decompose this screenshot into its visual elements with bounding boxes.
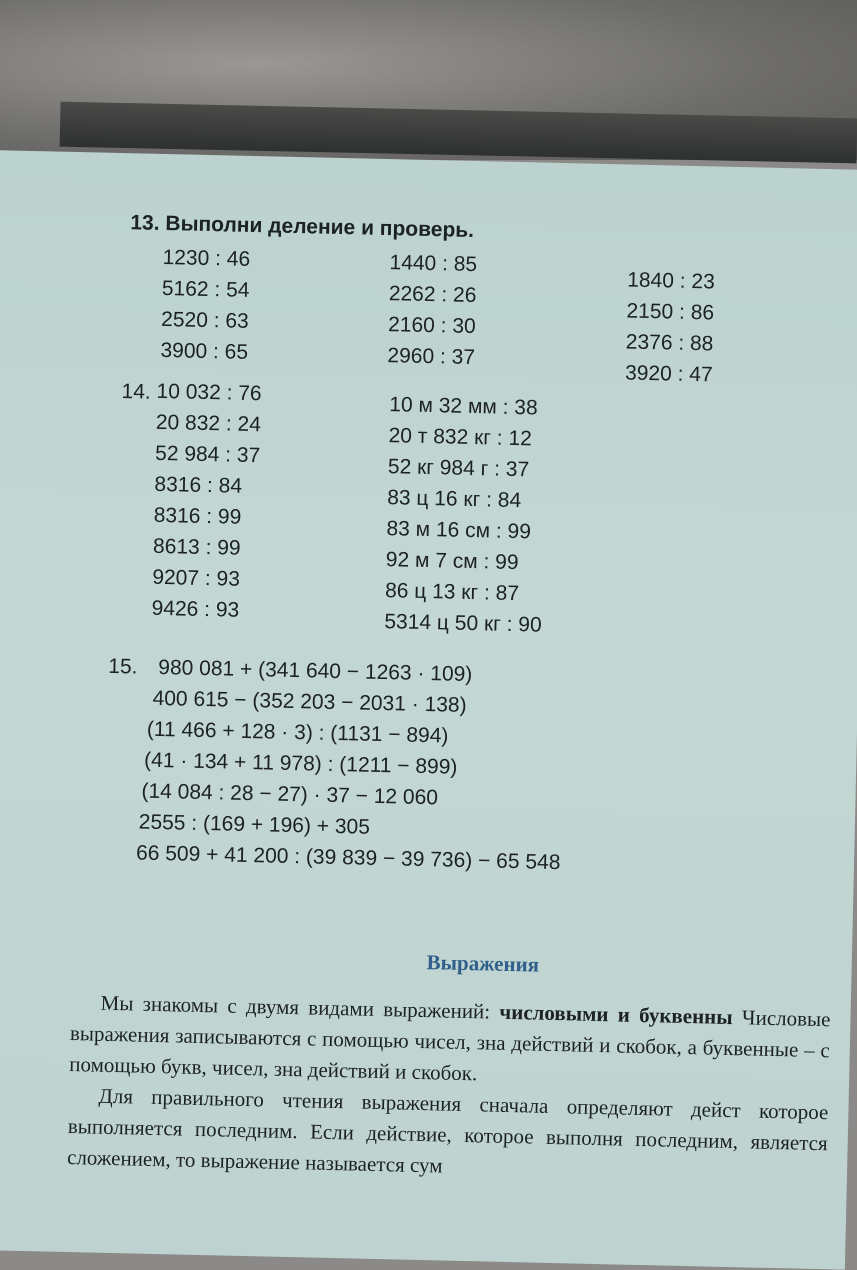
expression: 1440 : 85 <box>389 251 478 277</box>
expression: 400 615 − (352 203 − 2031 · 138) <box>152 686 467 717</box>
expression: 66 509 + 41 200 : (39 839 − 39 736) − 65 548 <box>135 841 561 875</box>
expression: 2555 : (169 + 196) + 305 <box>138 810 371 839</box>
expression: 2376 : 88 <box>625 330 714 356</box>
textbook-page <box>0 150 857 1270</box>
expression: 86 ц 13 кг : 87 <box>384 579 520 606</box>
paragraph-1: Мы знакомы с двумя видами выражений: числовыми и буквенны Числовые выражения записываются с помощью чисел, зна действий и скобок, а буквенные – с помощью букв, чисел, зна действий и скобок. <box>69 990 831 1086</box>
paragraph-2: Для правильного чтения выражения сначала определяют дейст которое выполняется последним. Если действие, которое выполня последним, является сложением, то выражение называется сум <box>66 1083 829 1178</box>
expression: 980 081 + (341 640 − 1263 · 109) <box>158 655 473 687</box>
expression: 8316 : 99 <box>153 503 242 529</box>
expression: 2960 : 37 <box>387 344 476 370</box>
expression: 5162 : 54 <box>161 276 250 302</box>
exercise-13-column-1 <box>160 242 250 368</box>
exercise-13-column-2 <box>387 247 477 373</box>
expression: 92 м 7 см : 99 <box>385 548 519 575</box>
expression: 10 м 32 мм : 38 <box>389 393 538 420</box>
bold-text: числовыми и буквенны <box>499 999 733 1030</box>
expression: (11 466 + 128 · 3) : (1131 − 894) <box>146 717 449 748</box>
expression: 20 т 832 кг : 12 <box>388 424 533 451</box>
expression: 10 032 : 76 <box>156 379 262 406</box>
expression: 52 кг 984 г : 37 <box>387 455 530 482</box>
expression: 83 ц 16 кг : 84 <box>386 486 522 513</box>
expression: 9426 : 93 <box>151 596 240 622</box>
expression: 9207 : 93 <box>152 565 241 591</box>
expression: 52 984 : 37 <box>154 441 261 468</box>
expression: (41 · 134 + 11 978) : (1211 − 899) <box>143 748 458 779</box>
expression: 1840 : 23 <box>626 268 716 294</box>
exercise-15-number: 15. <box>108 654 138 679</box>
expression: 8316 : 84 <box>154 472 243 498</box>
exercise-14-column-1 <box>151 376 262 626</box>
expression: 2262 : 26 <box>388 282 477 308</box>
section-text <box>67 987 831 1190</box>
expression: 5314 ц 50 кг : 90 <box>384 610 542 637</box>
exercise-14-number: 14. <box>121 380 152 404</box>
expression: (14 084 : 28 − 27) · 37 − 12 060 <box>141 779 439 810</box>
exercise-13-title: 13. Выполни деление и проверь. <box>130 211 475 242</box>
expression: 2520 : 63 <box>160 307 250 333</box>
expression: 3920 : 47 <box>624 361 713 387</box>
expression: 2150 : 86 <box>626 299 715 325</box>
expression: 8613 : 99 <box>152 534 241 560</box>
expression: 2160 : 30 <box>387 313 476 339</box>
expression: 1230 : 46 <box>162 245 251 271</box>
exercise-14-column-2 <box>384 389 547 641</box>
exercise-15-expressions <box>135 652 565 878</box>
exercise-13-column-3 <box>625 264 715 390</box>
expression: 83 м 16 см : 99 <box>386 517 532 544</box>
expression: 20 832 : 24 <box>155 410 262 437</box>
section-heading: Выражения <box>426 950 540 977</box>
expression: 3900 : 65 <box>160 338 249 364</box>
